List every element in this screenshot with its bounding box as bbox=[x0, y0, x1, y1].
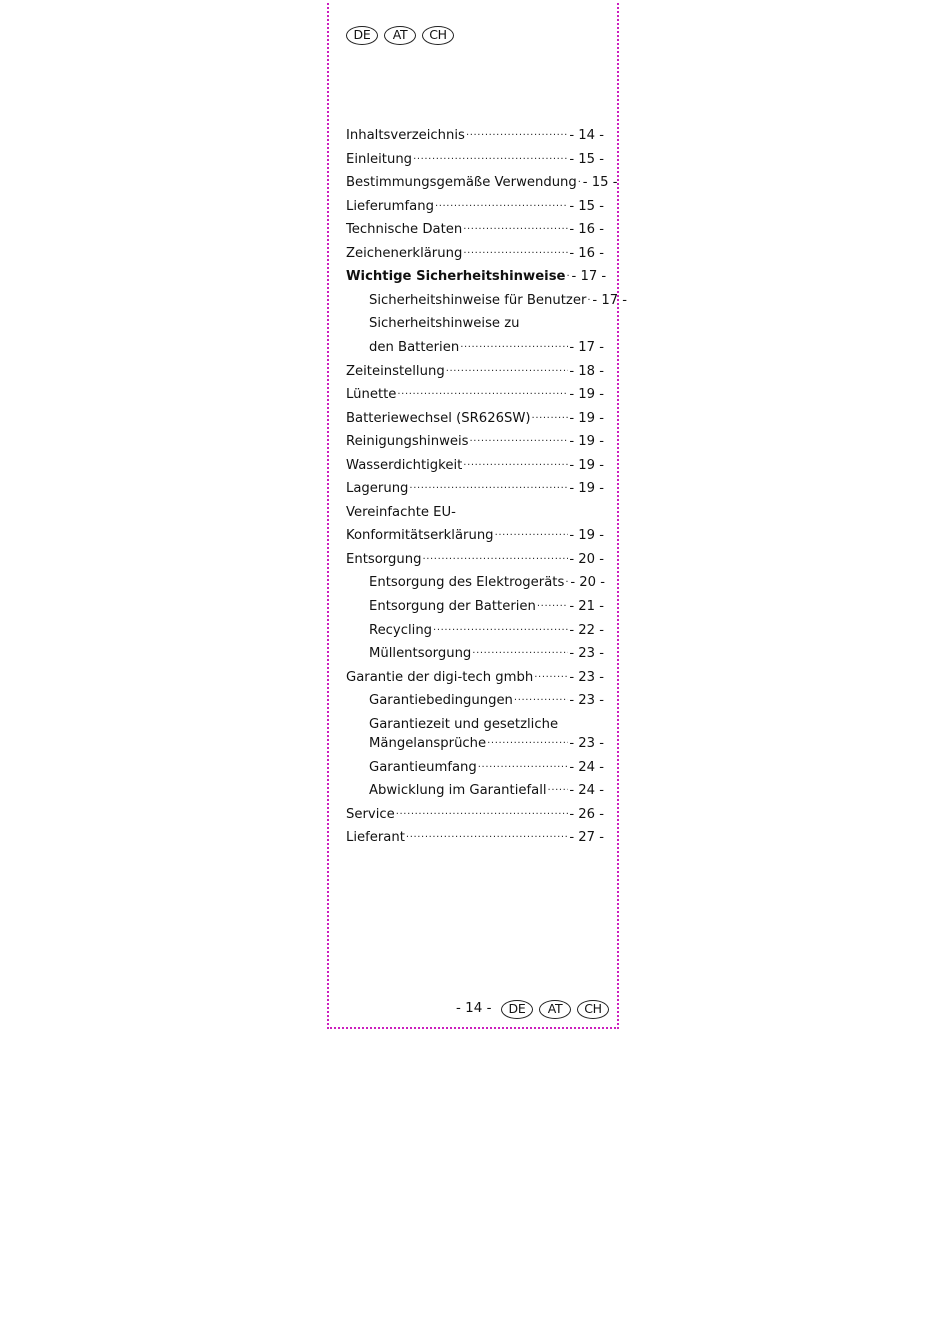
toc-dot-leader bbox=[495, 527, 569, 544]
toc-entry-page: - 16 - bbox=[569, 245, 604, 261]
toc-entry-page: - 22 - bbox=[569, 622, 604, 638]
toc-entry-title: Garantiezeit und gesetzliche bbox=[369, 716, 559, 732]
toc-dot-leader bbox=[463, 245, 568, 262]
toc-entry bbox=[346, 261, 607, 285]
toc-entry-title: Abwicklung im Garantiefall bbox=[369, 783, 547, 799]
toc-entry-page: - 19 - bbox=[569, 457, 604, 473]
toc-dot-leader bbox=[435, 198, 568, 215]
toc-entry-page: - 14 - bbox=[569, 128, 604, 143]
toc-entry-title: Sicherheitshinweise zu bbox=[369, 316, 520, 332]
toc-entry-title: Technische Daten bbox=[346, 222, 463, 238]
toc-entry-page: - 19 - bbox=[569, 528, 604, 544]
toc-entry bbox=[369, 685, 604, 709]
toc-dot-leader bbox=[567, 268, 571, 285]
toc-entry-page: - 23 - bbox=[569, 646, 604, 662]
toc-entry-title: Wichtige Sicherheitshinweise bbox=[346, 269, 566, 285]
toc-entry-title: Lünette bbox=[346, 387, 397, 403]
toc-entry-title: Batteriewechsel (SR626SW) bbox=[346, 410, 531, 426]
toc-entry bbox=[369, 638, 604, 662]
toc-dot-leader bbox=[487, 735, 568, 752]
toc-entry-page: - 17 - bbox=[571, 269, 607, 285]
toc-entry-title: Lieferant bbox=[346, 830, 405, 846]
toc-dot-leader bbox=[565, 574, 569, 591]
toc-entry bbox=[369, 567, 604, 591]
toc-entry bbox=[369, 752, 604, 776]
toc-entry-title: Garantieumfang bbox=[369, 759, 477, 775]
toc-dot-leader bbox=[532, 410, 569, 427]
toc-entry-title: Garantie der digi-tech gmbh bbox=[346, 669, 534, 685]
toc-dot-leader bbox=[422, 551, 568, 568]
toc-entry-page: - 21 - bbox=[569, 599, 604, 614]
toc-entry-title: Müllentsorgung bbox=[369, 646, 472, 662]
toc-entry-page: - 15 - bbox=[569, 151, 604, 167]
toc-dot-leader bbox=[406, 829, 568, 846]
toc-entry-page: - 23 - bbox=[569, 693, 604, 709]
country-badge-at: AT bbox=[539, 1000, 571, 1019]
toc-dot-leader bbox=[478, 759, 569, 776]
toc-entry bbox=[346, 379, 604, 403]
toc-dot-leader bbox=[537, 598, 568, 615]
toc-entry-page: - 19 - bbox=[569, 434, 604, 450]
toc-entry bbox=[369, 591, 604, 615]
toc-entry-page: - 19 - bbox=[569, 387, 604, 403]
toc-entry bbox=[346, 214, 604, 238]
toc-entry-title: Zeiteinstellung bbox=[346, 363, 445, 379]
toc-entry-page: - 27 - bbox=[569, 830, 604, 846]
toc-entry bbox=[346, 167, 618, 191]
toc-entry bbox=[346, 426, 604, 450]
toc-dot-leader bbox=[466, 127, 568, 144]
toc-entry-title: Lieferumfang bbox=[346, 198, 434, 214]
toc-entry bbox=[346, 120, 604, 144]
toc-dot-leader bbox=[397, 386, 568, 403]
toc-dot-leader bbox=[470, 433, 569, 450]
footer-page-number: - 14 - bbox=[456, 1000, 492, 1016]
toc-dot-leader bbox=[463, 221, 568, 238]
toc-entry-title: Inhaltsverzeichnis bbox=[346, 128, 465, 143]
toc-dot-leader bbox=[548, 782, 569, 799]
toc-entry bbox=[369, 308, 604, 332]
toc-dot-leader bbox=[413, 151, 568, 168]
toc-entry-title: Garantiebedingungen bbox=[369, 693, 513, 709]
toc-entry-page: - 17 - bbox=[592, 292, 628, 308]
toc-entry bbox=[369, 285, 628, 309]
toc-entry-title: Lagerung bbox=[346, 481, 409, 497]
toc-entry bbox=[346, 403, 604, 427]
toc-entry-title: Konformitätserklärung bbox=[346, 528, 494, 544]
toc-entry-title: Wasserdichtigkeit bbox=[346, 457, 463, 473]
toc-dot-leader bbox=[587, 292, 591, 309]
toc-entry bbox=[346, 822, 604, 846]
toc-entry bbox=[346, 662, 604, 686]
country-badge-at: AT bbox=[384, 26, 416, 45]
toc-entry-title: Bestimmungsgemäße Verwendung bbox=[346, 175, 577, 191]
toc-entry-title: Entsorgung des Elektrogeräts bbox=[369, 575, 565, 591]
toc-dot-leader bbox=[472, 645, 568, 662]
toc-dot-leader bbox=[460, 339, 568, 356]
toc-dot-leader bbox=[463, 457, 568, 474]
toc-entry bbox=[369, 332, 604, 356]
toc-dot-leader bbox=[409, 480, 568, 497]
toc-entry-page: - 19 - bbox=[569, 481, 604, 497]
toc-entry-page: - 23 - bbox=[569, 669, 604, 685]
toc-dot-leader bbox=[457, 504, 603, 521]
toc-entry-page: - 20 - bbox=[569, 551, 604, 567]
toc-entry bbox=[346, 799, 604, 823]
toc-entry-title: Einleitung bbox=[346, 151, 413, 167]
toc-entry-page: - 17 - bbox=[569, 339, 604, 355]
toc-entry bbox=[346, 450, 604, 474]
toc-entry bbox=[346, 238, 604, 262]
toc-entry-page: - 18 - bbox=[569, 363, 604, 379]
toc-entry-title: Mängelansprüche bbox=[369, 736, 487, 752]
toc-entry bbox=[346, 497, 604, 521]
country-badge-ch: CH bbox=[422, 26, 454, 45]
toc-entry bbox=[346, 191, 604, 215]
toc-entry-title: Vereinfachte EU- bbox=[346, 504, 456, 520]
toc-entry-page: - 15 - bbox=[569, 198, 604, 214]
toc-entry bbox=[346, 544, 604, 568]
toc-entry-page: - 24 - bbox=[569, 759, 604, 775]
toc-dot-leader bbox=[396, 806, 569, 823]
toc-entry-page: - 16 - bbox=[569, 222, 604, 238]
toc-entry-title: den Batterien bbox=[369, 339, 460, 355]
country-badge-ch: CH bbox=[577, 1000, 609, 1019]
toc-entry-title: Entsorgung der Batterien bbox=[369, 599, 536, 614]
toc-entry-title: Recycling bbox=[369, 622, 433, 638]
country-badges-footer bbox=[501, 1000, 609, 1019]
toc-entry bbox=[346, 520, 604, 544]
country-badge-de: DE bbox=[346, 26, 378, 45]
toc-entry-title: Sicherheitshinweise für Benutzer bbox=[369, 292, 587, 308]
toc-entry-page: - 24 - bbox=[569, 783, 604, 799]
toc-entry-title: Zeichenerklärung bbox=[346, 245, 463, 261]
toc-entry-title: Entsorgung bbox=[346, 551, 422, 567]
toc-dot-leader bbox=[446, 363, 569, 380]
toc-entry bbox=[369, 615, 604, 639]
toc-entry-page: - 15 - bbox=[582, 175, 618, 191]
country-badges-header bbox=[346, 26, 454, 45]
toc-entry bbox=[346, 144, 604, 168]
toc-entry bbox=[369, 728, 604, 752]
toc-entry-page: - 26 - bbox=[569, 806, 604, 822]
toc-dot-leader bbox=[514, 692, 568, 709]
toc-entry-page: - 23 - bbox=[569, 736, 604, 752]
toc-entry-title: Service bbox=[346, 806, 395, 822]
toc-entry bbox=[346, 473, 604, 497]
toc-entry bbox=[346, 356, 604, 380]
toc-dot-leader bbox=[521, 315, 603, 332]
toc-entry bbox=[369, 775, 604, 799]
country-badge-de: DE bbox=[501, 1000, 533, 1019]
toc-entry-page: - 20 - bbox=[570, 575, 606, 591]
toc-entry-title: Reinigungshinweis bbox=[346, 434, 469, 450]
toc-entry-page: - 19 - bbox=[569, 410, 604, 426]
toc-dot-leader bbox=[433, 622, 568, 639]
toc-dot-leader bbox=[578, 174, 582, 191]
toc-dot-leader bbox=[534, 669, 568, 686]
